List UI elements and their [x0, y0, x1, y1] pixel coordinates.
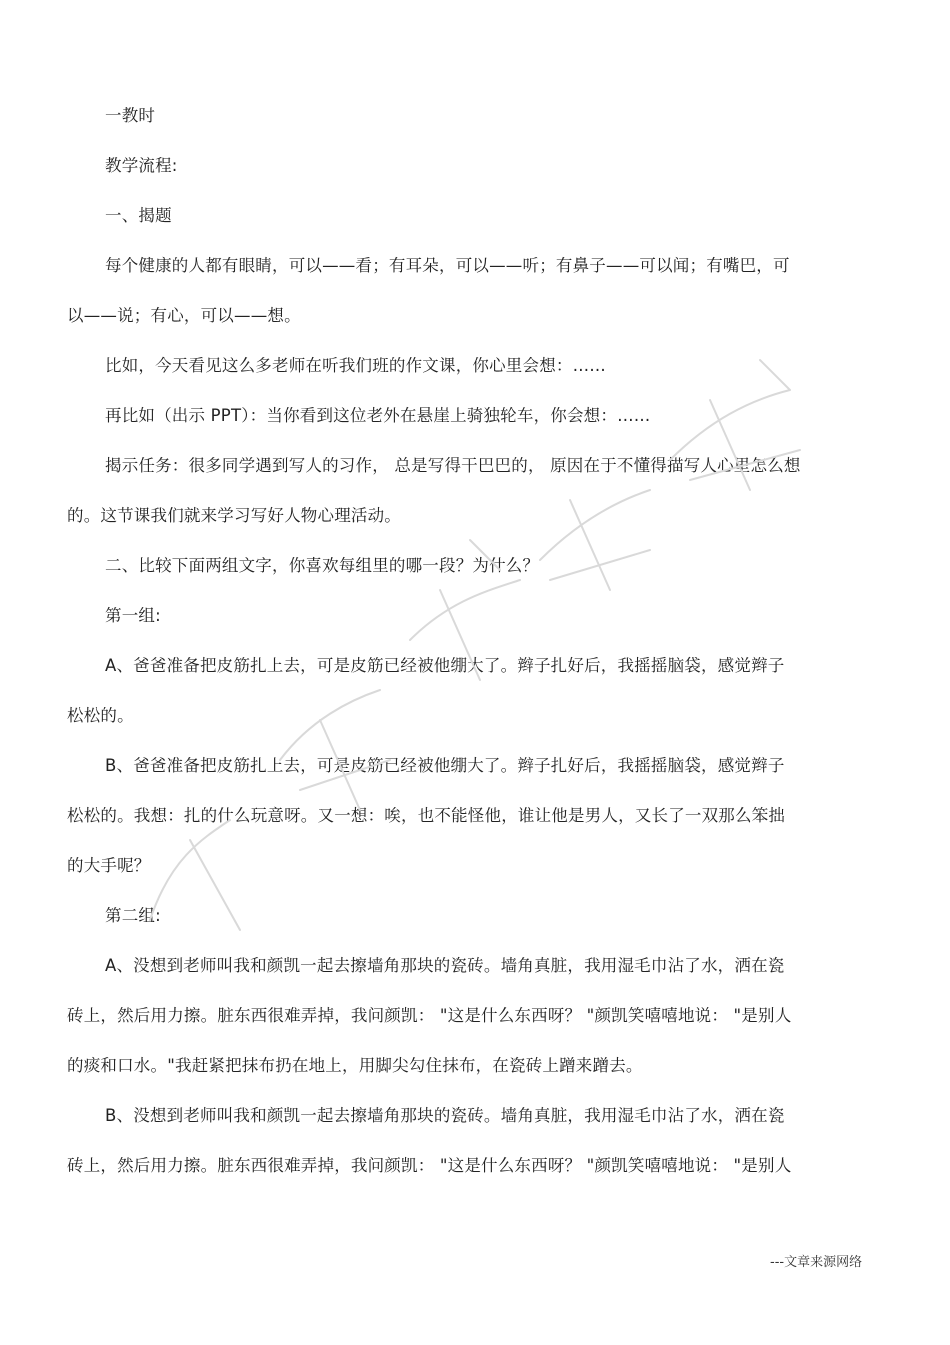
paragraph-line: 的大手呢？	[67, 856, 151, 875]
paragraph-line: A、没想到老师叫我和颜凯一起去擦墙角那块的瓷砖。墙角真脏，我用湿毛巾沾了水，洒在瓷	[105, 956, 785, 975]
paragraph-line: 以——说；有心，可以——想。	[67, 306, 301, 325]
paragraph-line: 每个健康的人都有眼睛，可以——看；有耳朵，可以——听；有鼻子——可以闻；有嘴巴，可	[105, 256, 790, 275]
paragraph-line: 松松的。我想：扎的什么玩意呀。又一想：唉，也不能怪他，谁让他是男人，又长了一双那么笨拙	[67, 806, 786, 825]
paragraph-line: 松松的。	[67, 706, 134, 725]
section-one-title: 一、揭题	[105, 206, 172, 225]
section-two-title: 二、比较下面两组文字，你喜欢每组里的哪一段？为什么？	[105, 556, 540, 575]
heading-teaching-process: 教学流程:	[105, 156, 178, 175]
watermark	[110, 340, 930, 960]
group-two-label: 第二组:	[105, 906, 161, 925]
group-one-label: 第一组:	[105, 606, 161, 625]
paragraph-line: 再比如（出示 PPT）：当你看到这位老外在悬崖上骑独轮车，你会想：……	[105, 406, 651, 425]
paragraph-line: B、爸爸准备把皮筋扎上去，可是皮筋已经被他绷大了。辫子扎好后，我摇摇脑袋，感觉辫子	[105, 756, 785, 775]
paragraph-line: 的。这节课我们就来学习写好人物心理活动。	[67, 506, 401, 525]
paragraph-line: 比如，今天看见这么多老师在听我们班的作文课，你心里会想：……	[105, 356, 606, 375]
paragraph-line: 揭示任务：很多同学遇到写人的习作， 总是写得干巴巴的， 原因在于不懂得描写人心里怎么想	[105, 456, 801, 475]
paragraph-line: 砖上，然后用力擦。脏东西很难弄掉，我问颜凯： "这是什么东西呀？ "颜凯笑嘻嘻地说： "是别人	[67, 1156, 792, 1175]
footer-source: ---文章来源网络	[770, 1255, 863, 1270]
heading-lesson-count: 一教时	[105, 106, 156, 125]
paragraph-line: 砖上，然后用力擦。脏东西很难弄掉，我问颜凯： "这是什么东西呀？ "颜凯笑嘻嘻地说： "是别人	[67, 1006, 792, 1025]
paragraph-line: B、没想到老师叫我和颜凯一起去擦墙角那块的瓷砖。墙角真脏，我用湿毛巾沾了水，洒在瓷	[105, 1106, 785, 1125]
paragraph-line: 的痰和口水。"我赶紧把抹布扔在地上，用脚尖勾住抹布，在瓷砖上蹭来蹭去。	[67, 1056, 643, 1075]
paragraph-line: A、爸爸准备把皮筋扎上去，可是皮筋已经被他绷大了。辫子扎好后，我摇摇脑袋，感觉辫子	[105, 656, 785, 675]
